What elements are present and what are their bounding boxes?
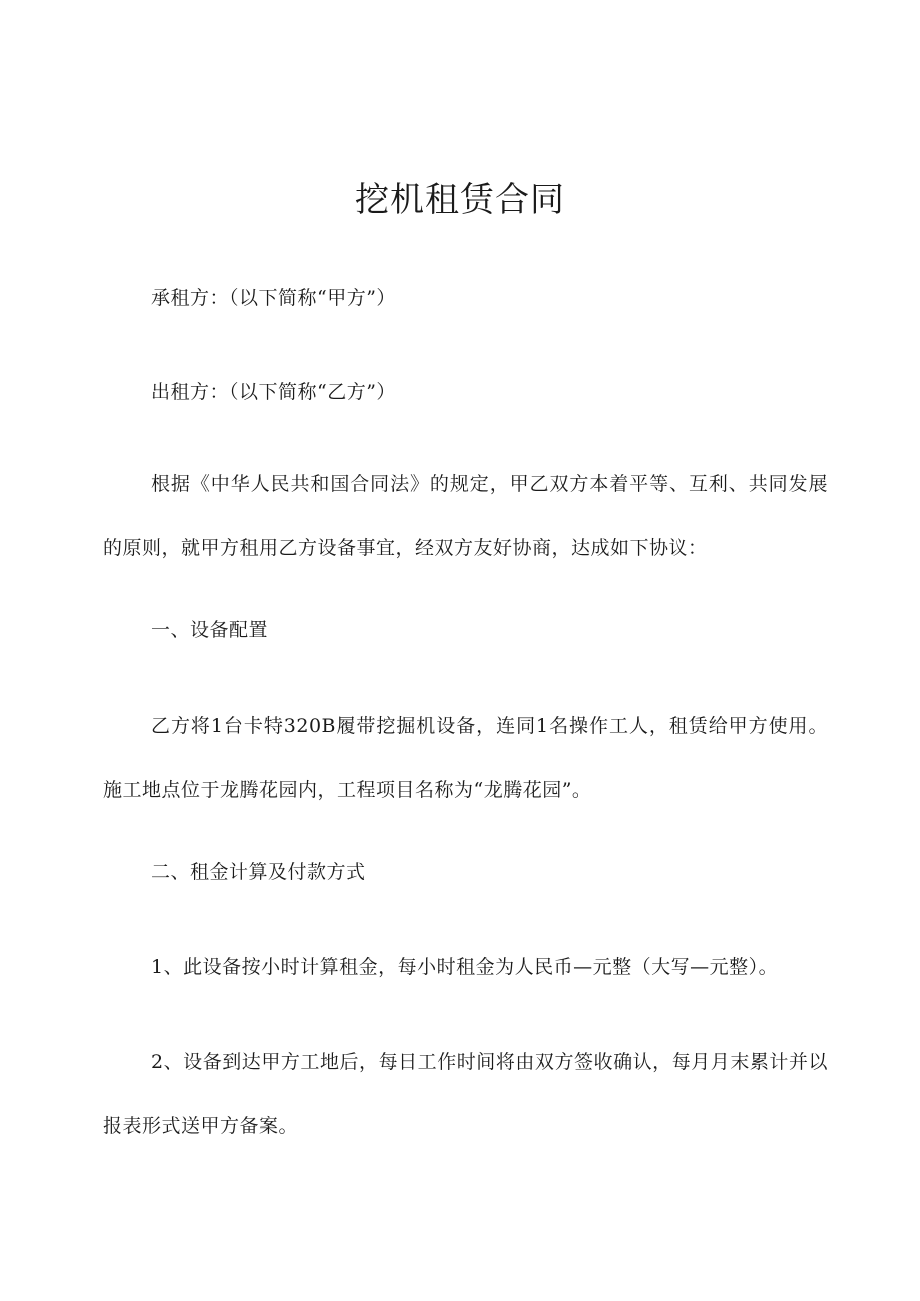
- lessor-line: 出租方：（以下简称“乙方”）: [151, 381, 396, 403]
- section-heading-equipment: 一、设备配置: [151, 619, 269, 641]
- lessee-line: 承租方：（以下简称“甲方”）: [151, 287, 396, 309]
- equipment-paragraph: 乙方将1台卡特320B履带挖掘机设备，连同1名操作工人，租赁给甲方使用。施工地点位于龙腾花园内，工程项目名称为“龙腾花园”。: [103, 715, 828, 801]
- document-title: 挖机租赁合同: [355, 180, 565, 220]
- rent-clause-1: 1、此设备按小时计算租金，每小时租金为人民币—元整（大写—元整）。: [151, 956, 779, 978]
- preamble-paragraph: 根据《中华人民共和国合同法》的规定，甲乙双方本着平等、互利、共同发展的原则，就甲方租用乙方设备事宜，经双方友好协商，达成如下协议：: [103, 473, 828, 559]
- rent-clause-2: 2、设备到达甲方工地后，每日工作时间将由双方签收确认，每月月末累计并以报表形式送甲方备案。: [103, 1051, 828, 1137]
- section-heading-rent: 二、租金计算及付款方式: [151, 861, 366, 883]
